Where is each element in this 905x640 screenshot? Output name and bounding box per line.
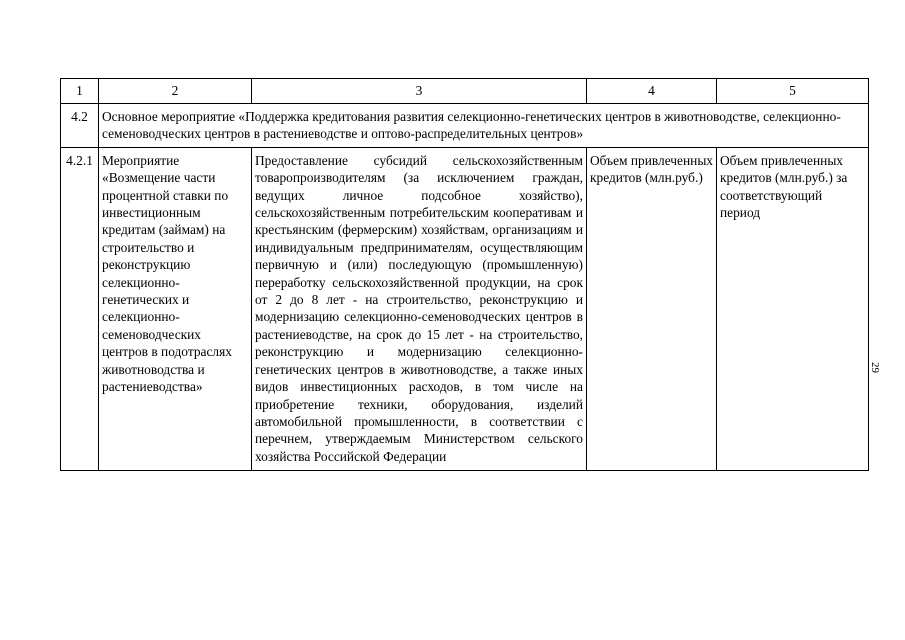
header-col-2: 2 — [99, 79, 252, 104]
header-row — [61, 79, 869, 104]
indicator-name: Объем привлеченных кредитов (млн.руб.) — [587, 147, 717, 470]
measures-table — [60, 78, 869, 471]
header-col-1: 1 — [61, 79, 99, 104]
measure-title: Мероприятие «Возмещение части процентной ставки по инвестиционным кредитам (займам) на строительство и реконструкцию селекционно-генетических и селекционно-семеноводческих центров в подотраслях животноводства и растениеводства» — [99, 147, 252, 470]
header-col-5: 5 — [717, 79, 869, 104]
section-number: 4.2 — [61, 104, 99, 148]
section-row — [61, 104, 869, 148]
measure-number: 4.2.1 — [61, 147, 99, 470]
section-title: Основное мероприятие «Поддержка кредитования развития селекционно-генетических центров в животноводстве, селекционно-семеноводческих центров в растениеводстве и оптово-распределительных центров» — [99, 104, 869, 148]
measure-description: Предоставление субсидий сельскохозяйственным товаропроизводителям (за исключением граждан, ведущих личное подсобное хозяйство), сельскохозяйственным потребительским кооперативам и крестьянским (фермерским) хозяйствам, организациям и индивидуальным предпринимателям, осуществляющим первичную и (или) последующую (промышленную) переработку сельскохозяйственной продукции, на срок от 2 до 8 лет - на строительство, реконструкцию и модернизацию селекционно-семеноводческих центров в растениеводстве, на срок до 15 лет - на строительство, реконструкцию и модернизацию селекционно-генетических центров в животноводстве, а также иных видов инвестиционных расходов, в том числе на приобретение техники, оборудования, изделий автомобильной промышленности, в соответствии с перечнем, утверждаемым Министерством сельского хозяйства Российской Федерации — [252, 147, 587, 470]
measure-row — [61, 147, 869, 470]
page-number: 29 — [869, 362, 881, 373]
header-col-3: 3 — [252, 79, 587, 104]
header-col-4: 4 — [587, 79, 717, 104]
indicator-description: Объем привлеченных кредитов (млн.руб.) за соответствующий период — [717, 147, 869, 470]
